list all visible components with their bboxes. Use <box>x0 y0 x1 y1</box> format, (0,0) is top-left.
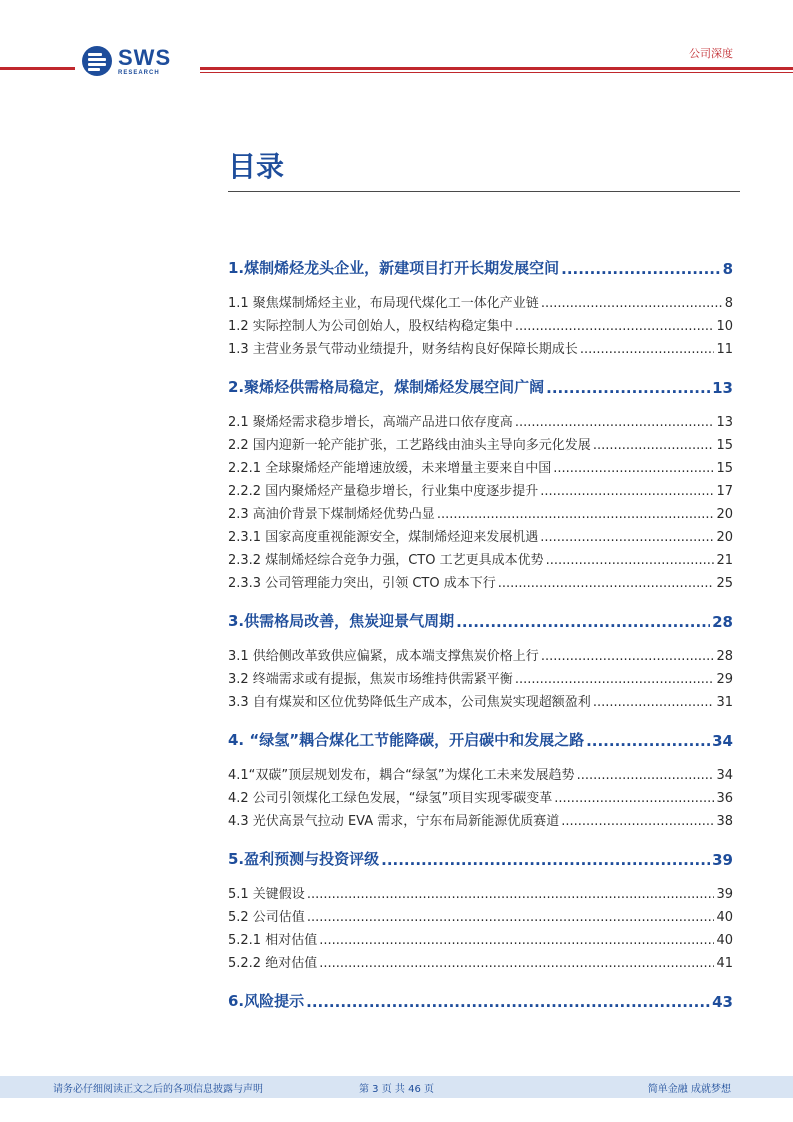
toc-section-entry[interactable] <box>228 522 733 545</box>
toc-entry-title: 2.2.2 国内聚烯烃产量稳步增长，行业集中度逐步提升 <box>228 484 539 499</box>
toc-entry-page: 29 <box>716 672 733 687</box>
toc-leader-dots <box>319 933 714 948</box>
footer-slogan: 简单金融 成就梦想 <box>647 1084 731 1095</box>
toc-entry-page: 8 <box>724 296 733 311</box>
toc-section-entry[interactable] <box>228 407 733 430</box>
footer-disclaimer: 请务必仔细阅读正文之后的各项信息披露与声明 <box>53 1084 263 1095</box>
toc-leader-dots <box>553 461 714 476</box>
toc-section-entry[interactable] <box>228 902 733 925</box>
toc-entry-title: 5.2 公司估值 <box>228 910 305 925</box>
toc-entry-title: 4. “绿氢”耦合煤化工节能降碳，开启碳中和发展之路 <box>228 731 585 749</box>
title-divider <box>228 191 740 192</box>
toc-leader-dots <box>546 379 710 397</box>
toc-chapter-entry[interactable] <box>228 843 733 869</box>
toc-entry-page: 43 <box>712 993 733 1011</box>
toc-leader-dots <box>540 530 714 545</box>
toc-section-entry[interactable] <box>228 760 733 783</box>
toc-entry-page: 34 <box>716 768 733 783</box>
toc-entry-title: 5.盈利预测与投资评级 <box>228 850 380 868</box>
toc-entry-title: 3.1 供给侧改革致供应偏紧，成本端支撑焦炭价格上行 <box>228 649 539 664</box>
toc-leader-dots <box>515 319 715 334</box>
toc-entry-page: 21 <box>716 553 733 568</box>
toc-title: 目录 <box>228 150 285 183</box>
toc-leader-dots <box>319 956 714 971</box>
toc-entry-title: 2.2.1 全球聚烯烃产能增速放缓，未来增量主要来自中国 <box>228 461 552 476</box>
toc-section-entry[interactable] <box>228 783 733 806</box>
toc-section-entry[interactable] <box>228 311 733 334</box>
toc-entry-title: 1.煤制烯烃龙头企业，新建项目打开长期发展空间 <box>228 259 560 277</box>
toc-leader-dots <box>541 649 715 664</box>
toc-leader-dots <box>515 415 715 430</box>
toc-leader-dots <box>306 993 710 1011</box>
toc-leader-dots <box>307 910 715 925</box>
toc-entry-page: 10 <box>716 319 733 334</box>
toc-entry-page: 20 <box>716 507 733 522</box>
toc-leader-dots <box>546 553 715 568</box>
toc-section-entry[interactable] <box>228 879 733 902</box>
toc-entry-title: 2.2 国内迎新一轮产能扩张，工艺路线由油头主导向多元化发展 <box>228 438 591 453</box>
toc-entry-page: 40 <box>716 910 733 925</box>
toc-entry-page: 36 <box>716 791 733 806</box>
toc-leader-dots <box>577 768 715 783</box>
toc-section-entry[interactable] <box>228 430 733 453</box>
toc-leader-dots <box>580 342 715 357</box>
company-logo <box>82 46 171 76</box>
toc-section-entry[interactable] <box>228 334 733 357</box>
toc-entry-page: 39 <box>716 887 733 902</box>
toc-leader-dots <box>593 695 715 710</box>
toc-entry-page: 28 <box>712 613 733 631</box>
logo-circle-icon <box>82 46 112 76</box>
toc-chapter-entry[interactable] <box>228 724 733 750</box>
toc-entry-page: 8 <box>722 260 733 278</box>
toc-entry-page: 17 <box>716 484 733 499</box>
toc-section-entry[interactable] <box>228 664 733 687</box>
toc-entry-title: 1.3 主营业务景气带动业绩提升，财务结构良好保障长期成长 <box>228 342 578 357</box>
toc-section-entry[interactable] <box>228 806 733 829</box>
toc-chapter-entry[interactable] <box>228 985 733 1011</box>
toc-entry-title: 4.3 光伏高景气拉动 EVA 需求，宁东布局新能源优质赛道 <box>228 814 560 829</box>
toc-leader-dots <box>515 672 715 687</box>
toc-leader-dots <box>437 507 715 522</box>
toc-section-entry[interactable] <box>228 568 733 591</box>
toc-section-entry[interactable] <box>228 641 733 664</box>
toc-entry-title: 2.1 聚烯烃需求稳步增长，高端产品进口依存度高 <box>228 415 513 430</box>
logo-subtext: RESEARCH <box>118 69 160 76</box>
toc-entry-page: 34 <box>712 732 733 750</box>
toc-entry-title: 2.3.2 煤制烯烃综合竞争力强，CTO 工艺更具成本优势 <box>228 553 544 568</box>
toc-entry-page: 25 <box>716 576 733 591</box>
toc-leader-dots <box>561 814 714 829</box>
toc-entry-title: 3.3 自有煤炭和区位优势降低生产成本，公司焦炭实现超额盈利 <box>228 695 591 710</box>
toc-section-entry[interactable] <box>228 925 733 948</box>
toc-entry-page: 39 <box>712 851 733 869</box>
page-footer <box>0 1076 793 1098</box>
toc-entry-title: 2.3 高油价背景下煤制烯烃优势凸显 <box>228 507 435 522</box>
toc-entry-title: 5.2.2 绝对估值 <box>228 956 318 971</box>
report-type-label: 公司深度 <box>689 47 733 60</box>
toc-entry-page: 20 <box>716 530 733 545</box>
toc-entry-title: 5.2.1 相对估值 <box>228 933 318 948</box>
toc-entry-page: 15 <box>716 461 733 476</box>
toc-entry-title: 4.1“双碳”顶层规划发布，耦合“绿氢”为煤化工未来发展趋势 <box>228 768 575 783</box>
toc-leader-dots <box>498 576 715 591</box>
toc-leader-dots <box>307 887 715 902</box>
toc-leader-dots <box>456 613 710 631</box>
logo-text: SWS <box>118 44 172 70</box>
toc-leader-dots <box>541 296 723 311</box>
toc-entry-title: 1.2 实际控制人为公司创始人，股权结构稳定集中 <box>228 319 513 334</box>
toc-chapter-entry[interactable] <box>228 605 733 631</box>
toc-chapter-entry[interactable] <box>228 371 733 397</box>
toc-entry-page: 40 <box>716 933 733 948</box>
toc-entry-page: 15 <box>716 438 733 453</box>
toc-entry-page: 41 <box>716 956 733 971</box>
toc-leader-dots <box>561 260 720 278</box>
table-of-contents <box>228 252 733 1011</box>
toc-section-entry[interactable] <box>228 948 733 971</box>
toc-leader-dots <box>554 791 714 806</box>
toc-entry-title: 2.3.1 国家高度重视能源安全，煤制烯烃迎来发展机遇 <box>228 530 539 545</box>
toc-entry-title: 4.2 公司引领煤化工绿色发展，“绿氢”项目实现零碳变革 <box>228 791 553 806</box>
toc-entry-title: 5.1 关键假设 <box>228 887 305 902</box>
toc-section-entry[interactable] <box>228 545 733 568</box>
toc-entry-title: 6.风险提示 <box>228 992 305 1010</box>
toc-leader-dots <box>586 732 710 750</box>
toc-leader-dots <box>540 484 714 499</box>
toc-entry-title: 3.2 终端需求或有提振，焦炭市场维持供需紧平衡 <box>228 672 513 687</box>
toc-entry-page: 31 <box>716 695 733 710</box>
footer-page-number: 第 3 页 共 46 页 <box>359 1084 434 1095</box>
header-rule <box>200 67 793 70</box>
header-rule <box>0 67 75 70</box>
toc-entry-title: 2.聚烯烃供需格局稳定，煤制烯烃发展空间广阔 <box>228 378 545 396</box>
toc-section-entry[interactable] <box>228 476 733 499</box>
toc-leader-dots <box>381 851 710 869</box>
header-rule-thin <box>200 72 793 73</box>
toc-section-entry[interactable] <box>228 499 733 522</box>
toc-section-entry[interactable] <box>228 687 733 710</box>
toc-section-entry[interactable] <box>228 453 733 476</box>
toc-leader-dots <box>593 438 715 453</box>
toc-chapter-entry[interactable] <box>228 252 733 278</box>
toc-section-entry[interactable] <box>228 288 733 311</box>
toc-entry-title: 2.3.3 公司管理能力突出，引领 CTO 成本下行 <box>228 576 496 591</box>
toc-entry-page: 28 <box>716 649 733 664</box>
toc-entry-page: 13 <box>712 379 733 397</box>
page-header <box>0 0 793 90</box>
toc-entry-title: 1.1 聚焦煤制烯烃主业，布局现代煤化工一体化产业链 <box>228 296 539 311</box>
toc-entry-title: 3.供需格局改善，焦炭迎景气周期 <box>228 612 455 630</box>
toc-entry-page: 38 <box>716 814 733 829</box>
toc-entry-page: 13 <box>716 415 733 430</box>
toc-entry-page: 11 <box>716 342 733 357</box>
